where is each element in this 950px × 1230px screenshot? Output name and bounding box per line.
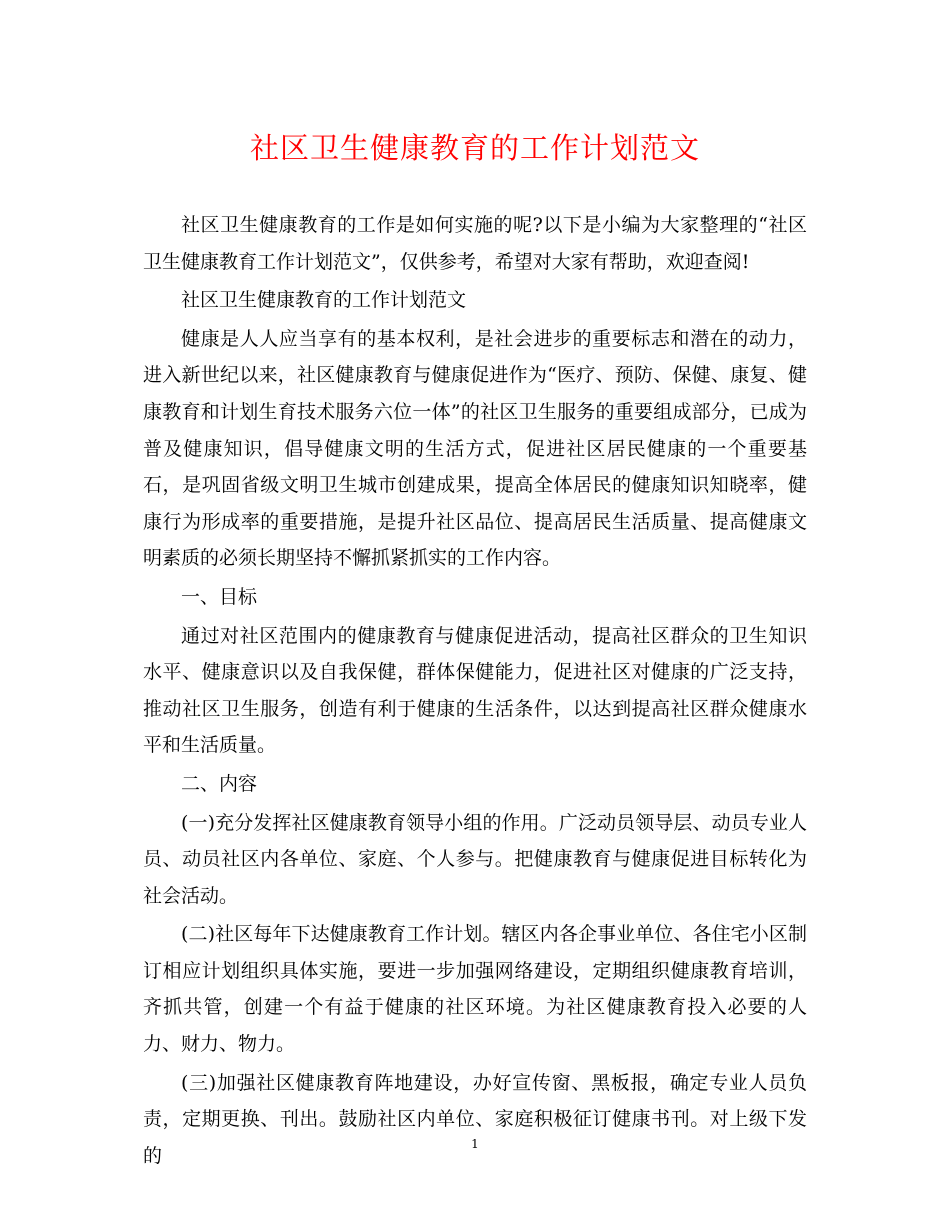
document-body xyxy=(143,207,807,1174)
section-heading-goal: 一、目标 xyxy=(181,585,258,608)
body-paragraph: 健康是人人应当享有的基本权利，是社会进步的重要标志和潜在的动力，进入新世纪以来，社区健康教育与健康促进作为“医疗、预防、保健、康复、健康教育和计划生育技术服务六位一体”的社区卫生服务的重要组成部分，已成为普及健康知识，倡导健康文明的生活方式，促进社区居民健康的一个重要基石，是巩固省级文明卫生城市创建成果，提高全体居民的健康知识知晓率，健康行为形成率的重要措施，是提升社区品位、提高居民生活质量、提高健康文明素质的必须长期坚持不懈抓紧抓实的工作内容。 xyxy=(143,327,807,570)
content-item-2: (二)社区每年下达健康教育工作计划。辖区内各企事业单位、各住宅小区制订相应计划组织具体实施，要进一步加强网络建设，定期组织健康教育培训，齐抓共管，创建一个有益于健康的社区环境。为社区健康教育投入必要的人力、财力、物力。 xyxy=(143,923,807,1056)
section-heading-content: 二、内容 xyxy=(181,772,258,795)
document-title: 社区卫生健康教育的工作计划范文 xyxy=(249,131,700,165)
content-item-3: (三)加强社区健康教育阵地建设，办好宣传窗、黑板报，确定专业人员负责，定期更换、刊出。鼓励社区内单位、家庭积极征订健康书刊。对上级下发的 xyxy=(143,1071,807,1167)
subtitle-paragraph: 社区卫生健康教育的工作计划范文 xyxy=(181,289,467,312)
intro-paragraph: 社区卫生健康教育的工作是如何实施的呢?以下是小编为大家整理的“社区卫生健康教育工作计划范文”，仅供参考，希望对大家有帮助，欢迎查阅! xyxy=(143,214,807,273)
body-paragraph: 通过对社区范围内的健康教育与健康促进活动，提高社区群众的卫生知识水平、健康意识以及自我保健，群体保健能力，促进社区对健康的广泛支持，推动社区卫生服务，创造有利于健康的生活条件，以达到提高社区群众健康水平和生活质量。 xyxy=(143,624,807,757)
page-number: 1 xyxy=(471,1137,479,1151)
content-item-1: (一)充分发挥社区健康教育领导小组的作用。广泛动员领导层、动员专业人员、动员社区内各单位、家庭、个人参与。把健康教育与健康促进目标转化为社会活动。 xyxy=(143,811,807,907)
